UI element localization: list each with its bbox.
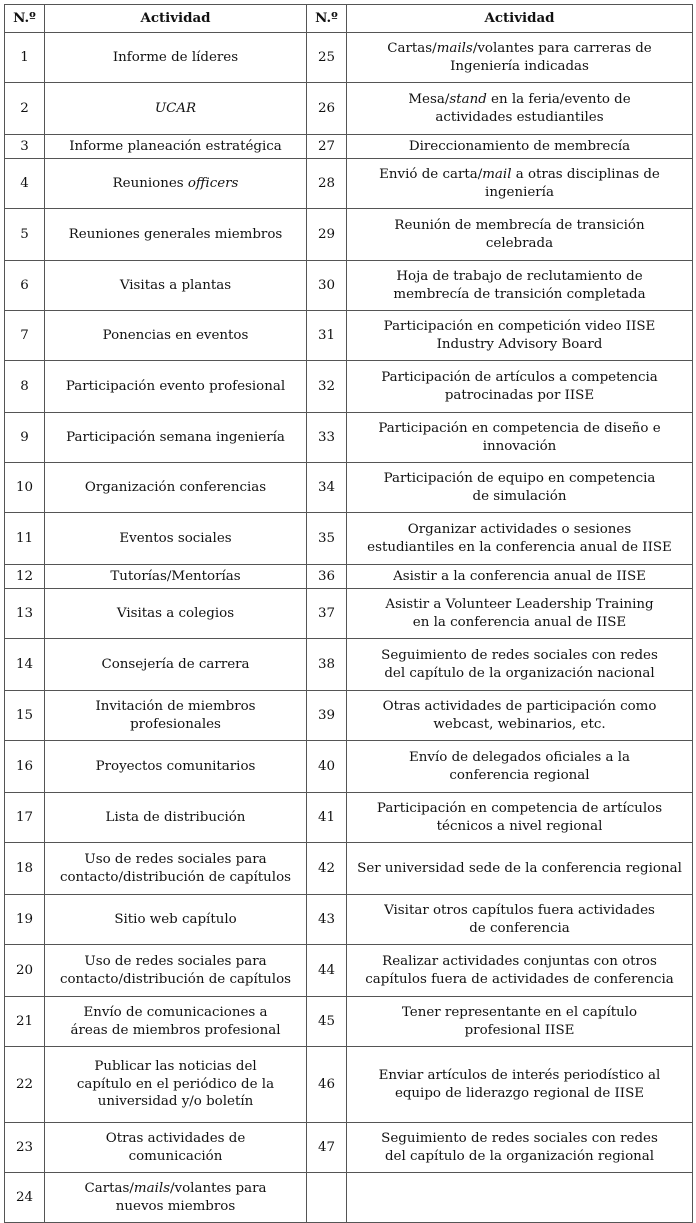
table-row	[5, 83, 693, 135]
cell-num-left: 17	[5, 793, 45, 843]
cell-activity-right: Visitar otros capítulos fuera actividades de conferencia	[347, 895, 693, 945]
cell-num-right: 30	[307, 261, 347, 311]
cell-num-left: 6	[5, 261, 45, 311]
cell-activity-right: Hoja de trabajo de reclutamiento de membrecía de transición completada	[347, 261, 693, 311]
cell-activity-left: Tutorías/Mentorías	[45, 565, 307, 589]
cell-activity-left: Uso de redes sociales para contacto/distribución de capítulos	[45, 843, 307, 895]
cell-activity-right: Participación en competencia de artículos técnicos a nivel regional	[347, 793, 693, 843]
cell-num-left: 19	[5, 895, 45, 945]
cell-num-right	[307, 1173, 347, 1223]
cell-num-left: 20	[5, 945, 45, 997]
cell-num-left: 18	[5, 843, 45, 895]
cell-num-right: 27	[307, 135, 347, 159]
cell-activity-right: Realizar actividades conjuntas con otros capítulos fuera de actividades de conferencia	[347, 945, 693, 997]
cell-activity-right: Seguimiento de redes sociales con redes del capítulo de la organización regional	[347, 1123, 693, 1173]
table-row	[5, 997, 693, 1047]
cell-num-right: 45	[307, 997, 347, 1047]
cell-num-left: 21	[5, 997, 45, 1047]
cell-num-right: 37	[307, 589, 347, 639]
cell-activity-left: Consejería de carrera	[45, 639, 307, 691]
cell-activity-right: Participación en competición video IISE Industry Advisory Board	[347, 311, 693, 361]
cell-activity-left: Visitas a plantas	[45, 261, 307, 311]
header-num-left: N.º	[5, 5, 45, 33]
cell-num-left: 5	[5, 209, 45, 261]
cell-activity-right: Envío de delegados oficiales a la conferencia regional	[347, 741, 693, 793]
cell-num-left: 24	[5, 1173, 45, 1223]
header-activity-right: Actividad	[347, 5, 693, 33]
table-row	[5, 361, 693, 413]
cell-num-right: 41	[307, 793, 347, 843]
table-row	[5, 261, 693, 311]
table-body	[5, 33, 693, 1223]
cell-activity-left: Publicar las noticias del capítulo en el periódico de la universidad y/o boletín	[45, 1047, 307, 1123]
cell-num-left: 7	[5, 311, 45, 361]
cell-activity-right: Mesa/stand en la feria/evento de actividades estudiantiles	[347, 83, 693, 135]
cell-activity-left: Envío de comunicaciones a áreas de miembros profesional	[45, 997, 307, 1047]
cell-activity-right: Reunión de membrecía de transición celebrada	[347, 209, 693, 261]
cell-activity-right: Participación de equipo en competencia de simulación	[347, 463, 693, 513]
cell-num-right: 44	[307, 945, 347, 997]
cell-activity-right: Asistir a la conferencia anual de IISE	[347, 565, 693, 589]
table-row	[5, 589, 693, 639]
cell-num-left: 9	[5, 413, 45, 463]
cell-num-right: 46	[307, 1047, 347, 1123]
cell-num-right: 42	[307, 843, 347, 895]
cell-num-right: 35	[307, 513, 347, 565]
cell-num-left: 2	[5, 83, 45, 135]
cell-activity-left: Otras actividades de comunicación	[45, 1123, 307, 1173]
cell-num-right: 29	[307, 209, 347, 261]
header-activity-left: Actividad	[45, 5, 307, 33]
cell-num-right: 32	[307, 361, 347, 413]
cell-num-left: 10	[5, 463, 45, 513]
table-row	[5, 209, 693, 261]
cell-num-right: 39	[307, 691, 347, 741]
table-row	[5, 135, 693, 159]
table-row	[5, 1173, 693, 1223]
cell-activity-right: Enviar artículos de interés periodístico al equipo de liderazgo regional de IISE	[347, 1047, 693, 1123]
cell-activity-left: UCAR	[45, 83, 307, 135]
table-row	[5, 311, 693, 361]
cell-num-right: 34	[307, 463, 347, 513]
cell-activity-left: Proyectos comunitarios	[45, 741, 307, 793]
cell-num-left: 16	[5, 741, 45, 793]
activities-table	[4, 4, 693, 1223]
cell-activity-left: Lista de distribución	[45, 793, 307, 843]
table-row	[5, 513, 693, 565]
cell-activity-left: Visitas a colegios	[45, 589, 307, 639]
cell-activity-right: Otras actividades de participación como webcast, webinarios, etc.	[347, 691, 693, 741]
table-row	[5, 33, 693, 83]
table-row	[5, 1047, 693, 1123]
cell-activity-right: Participación de artículos a competencia patrocinadas por IISE	[347, 361, 693, 413]
cell-activity-right: Participación en competencia de diseño e innovación	[347, 413, 693, 463]
cell-activity-left: Sitio web capítulo	[45, 895, 307, 945]
table-row	[5, 1123, 693, 1173]
cell-activity-right: Seguimiento de redes sociales con redes del capítulo de la organización nacional	[347, 639, 693, 691]
cell-activity-left: Participación semana ingeniería	[45, 413, 307, 463]
cell-num-left: 8	[5, 361, 45, 413]
cell-num-left: 12	[5, 565, 45, 589]
cell-num-right: 38	[307, 639, 347, 691]
table-row	[5, 741, 693, 793]
cell-activity-left: Uso de redes sociales para contacto/distribución de capítulos	[45, 945, 307, 997]
cell-num-right: 43	[307, 895, 347, 945]
cell-activity-left: Invitación de miembros profesionales	[45, 691, 307, 741]
table-row	[5, 895, 693, 945]
cell-activity-left: Informe de líderes	[45, 33, 307, 83]
cell-num-left: 1	[5, 33, 45, 83]
cell-num-right: 33	[307, 413, 347, 463]
cell-activity-right: Ser universidad sede de la conferencia regional	[347, 843, 693, 895]
table-row	[5, 691, 693, 741]
table-row	[5, 565, 693, 589]
cell-activity-left: Organización conferencias	[45, 463, 307, 513]
cell-num-left: 14	[5, 639, 45, 691]
table-row	[5, 463, 693, 513]
cell-activity-right: Envió de carta/mail a otras disciplinas de ingeniería	[347, 159, 693, 209]
cell-num-right: 47	[307, 1123, 347, 1173]
cell-num-left: 4	[5, 159, 45, 209]
table-row	[5, 793, 693, 843]
cell-activity-left: Reuniones generales miembros	[45, 209, 307, 261]
cell-num-right: 26	[307, 83, 347, 135]
cell-activity-left: Eventos sociales	[45, 513, 307, 565]
table-row	[5, 945, 693, 997]
table-row	[5, 639, 693, 691]
cell-activity-left: Informe planeación estratégica	[45, 135, 307, 159]
cell-num-left: 15	[5, 691, 45, 741]
cell-activity-right: Direccionamiento de membrecía	[347, 135, 693, 159]
table-row	[5, 413, 693, 463]
cell-activity-left: Participación evento profesional	[45, 361, 307, 413]
table-row	[5, 843, 693, 895]
cell-num-left: 11	[5, 513, 45, 565]
cell-num-left: 13	[5, 589, 45, 639]
cell-num-right: 28	[307, 159, 347, 209]
cell-num-left: 23	[5, 1123, 45, 1173]
cell-num-right: 36	[307, 565, 347, 589]
cell-num-right: 31	[307, 311, 347, 361]
cell-activity-right: Tener representante en el capítulo profesional IISE	[347, 997, 693, 1047]
cell-activity-right: Organizar actividades o sesiones estudiantiles en la conferencia anual de IISE	[347, 513, 693, 565]
cell-activity-left: Cartas/mails/volantes para nuevos miembros	[45, 1173, 307, 1223]
table-row	[5, 159, 693, 209]
table-header-row	[5, 5, 693, 33]
header-num-right: N.º	[307, 5, 347, 33]
cell-num-left: 22	[5, 1047, 45, 1123]
cell-num-right: 40	[307, 741, 347, 793]
cell-num-right: 25	[307, 33, 347, 83]
cell-activity-left: Ponencias en eventos	[45, 311, 307, 361]
cell-activity-right	[347, 1173, 693, 1223]
cell-activity-right: Cartas/mails/volantes para carreras de Ingeniería indicadas	[347, 33, 693, 83]
cell-num-left: 3	[5, 135, 45, 159]
cell-activity-left: Reuniones officers	[45, 159, 307, 209]
cell-activity-right: Asistir a Volunteer Leadership Training en la conferencia anual de IISE	[347, 589, 693, 639]
